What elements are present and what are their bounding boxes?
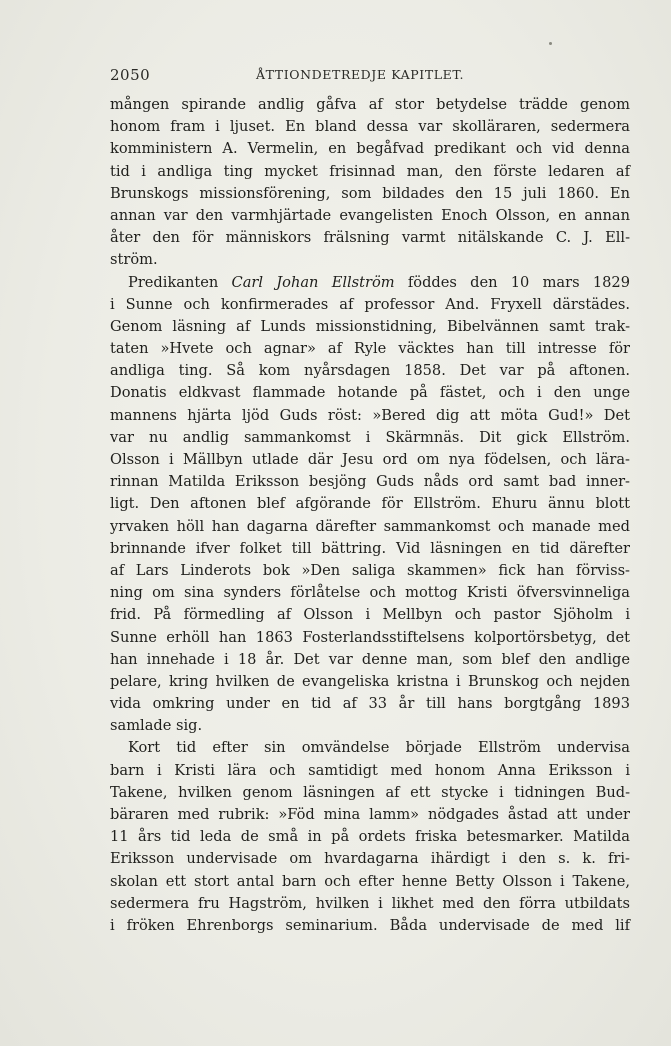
text-line: af Lars Linderots bok »Den saliga skammen» fick han förviss- bbox=[110, 561, 630, 579]
text-line: rinnan Matilda Eriksson besjöng Guds nåds ord samt bad inner- bbox=[110, 473, 630, 491]
text-line: skolan ett stort antal barn och efter henne Betty Olsson i Takene, bbox=[110, 872, 630, 890]
text-line: han innehade i 18 år. Det var denne man, som blef den andlige bbox=[110, 650, 630, 668]
text-line: ström. bbox=[110, 251, 158, 269]
page-header bbox=[110, 66, 630, 86]
text-line: taten »Hvete och agnar» af Ryle väcktes han till intresse för bbox=[110, 340, 630, 358]
text-line: Olsson i Mällbyn utlade där Jesu ord om nya födelsen, och lära- bbox=[110, 451, 630, 468]
text-line: Predikanten Carl Johan Ellström föddes den 10 mars 1829 bbox=[128, 273, 630, 291]
text-line: Takene, hvilken genom läsningen af ett stycke i tidningen Bud- bbox=[110, 783, 630, 801]
italic-name: Carl Johan Ellström bbox=[231, 273, 395, 291]
text-line: samlade sig. bbox=[110, 717, 203, 735]
text-line: ning om sina synders förlåtelse och mottog Kristi öfversvinneliga bbox=[110, 584, 630, 602]
text-line: bäraren med rubrik: »Föd mina lamm» nödgades åstad att under bbox=[110, 806, 630, 823]
text-line: sedermera fru Hagström, hvilken i likhet med den förra utbildats bbox=[110, 894, 630, 912]
text-line: honom fram i ljuset. En bland dessa var skolläraren, sedermera bbox=[110, 118, 630, 136]
text-line: ligt. Den aftonen blef afgörande för Ellström. Ehuru ännu blott bbox=[110, 495, 630, 513]
text-line: komministern A. Vermelin, en begåfvad predikant och vid denna bbox=[110, 140, 630, 158]
text-line: Kort tid efter sin omvändelse började Ellström undervisa bbox=[128, 739, 630, 757]
text-line: barn i Kristi lära och samtidigt med honom Anna Eriksson i bbox=[110, 761, 630, 779]
text-line: i Sunne och konfirmerades af professor And. Fryxell därstädes. bbox=[110, 295, 630, 313]
page-number: 2050 bbox=[110, 66, 151, 84]
text-line: frid. På förmedling af Olsson i Mellbyn och pastor Sjöholm i bbox=[110, 606, 630, 624]
body-text bbox=[110, 94, 630, 937]
text-line: i fröken Ehrenborgs seminarium. Båda undervisade de med lif bbox=[110, 916, 630, 934]
text-line: Eriksson undervisade om hvardagarna ihärdigt i den s. k. fri- bbox=[110, 850, 630, 868]
text-line: Donatis eldkvast flammade hotande på fästet, och i den unge bbox=[110, 384, 630, 402]
text-line: andliga ting. Så kom nyårsdagen 1858. Det var på aftonen. bbox=[110, 362, 630, 380]
text-line: brinnande ifver folket till bättring. Vid läsningen en tid därefter bbox=[110, 539, 630, 557]
text-line: vida omkring under en tid af 33 år till hans borgtgång 1893 bbox=[110, 695, 630, 713]
text-line: Brunskogs missionsförening, som bildades den 15 juli 1860. En bbox=[110, 184, 630, 202]
text-line: annan var den varmhjärtade evangelisten Enoch Olsson, en annan bbox=[110, 206, 630, 224]
text-line: mången spirande andlig gåfva af stor betydelse trädde genom bbox=[110, 96, 630, 113]
text-line: 11 års tid leda de små in på ordets friska betesmarker. Matilda bbox=[110, 828, 630, 846]
text-line: pelare, kring hvilken de evangeliska kristna i Brunskog och nejden bbox=[110, 672, 630, 690]
text-line: Genom läsning af Lunds missionstidning, Bibelvännen samt trak- bbox=[110, 317, 630, 335]
text-line: åter den för människors frälsning varmt nitälskande C. J. Ell- bbox=[110, 229, 630, 247]
text-line: var nu andlig sammankomst i Skärmnäs. Dit gick Ellström. bbox=[110, 428, 630, 446]
running-head: ÅTTIONDETREDJE KAPITLET. bbox=[256, 67, 465, 82]
text-line: mannens hjärta ljöd Guds röst: »Bered dig att möta Gud!» Det bbox=[110, 406, 630, 424]
paper-speck bbox=[549, 42, 552, 45]
text-line: tid i andliga ting mycket frisinnad man, den förste ledaren af bbox=[110, 162, 630, 180]
text-line: yrvaken höll han dagarna därefter sammankomst och manade med bbox=[110, 517, 630, 535]
text-line: Sunne erhöll han 1863 Fosterlandsstiftelsens kolportörsbetyg, det bbox=[110, 628, 630, 646]
